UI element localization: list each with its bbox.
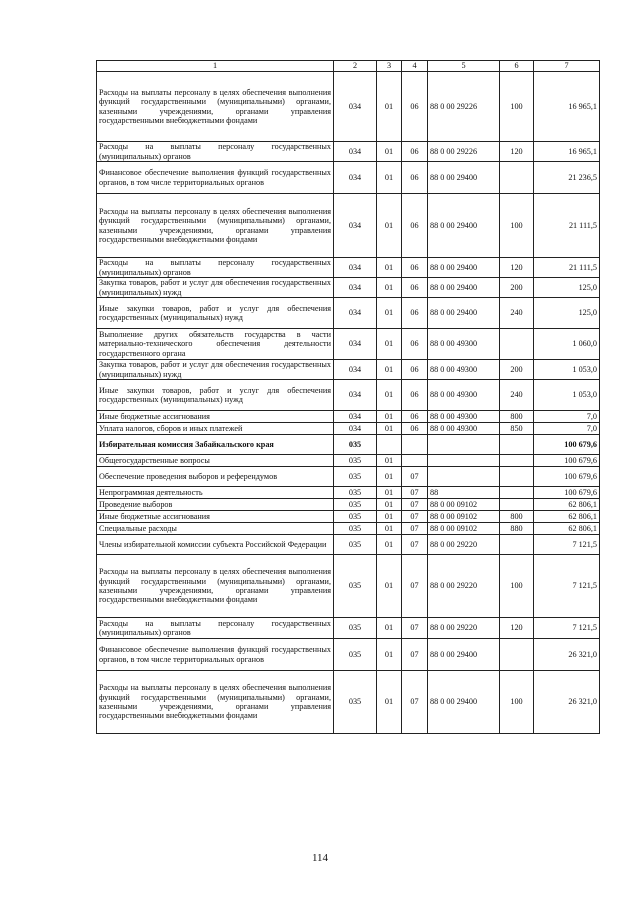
- row-description: Уплата налогов, сборов и иных платежей: [97, 423, 334, 435]
- cell-expense-type: 100: [500, 72, 534, 142]
- table-row: [97, 298, 600, 329]
- cell-target-article: [428, 455, 500, 467]
- cell-amount: 100 679,6: [534, 487, 600, 499]
- cell-expense-type: 120: [500, 258, 534, 278]
- cell-expense-type: [500, 499, 534, 511]
- cell-amount: 100 679,6: [534, 455, 600, 467]
- cell-target-article: [428, 467, 500, 487]
- cell-expense-type: [500, 487, 534, 499]
- cell-section: 01: [377, 523, 402, 535]
- column-header: 6: [500, 61, 534, 72]
- cell-section: 01: [377, 298, 402, 329]
- cell-expense-type: [500, 455, 534, 467]
- cell-amount: 100 679,6: [534, 435, 600, 455]
- table-row: [97, 194, 600, 258]
- cell-admin-code: 035: [334, 523, 377, 535]
- table-row: [97, 162, 600, 194]
- cell-amount: 1 053,0: [534, 380, 600, 411]
- cell-target-article: 88 0 00 49300: [428, 411, 500, 423]
- row-description: Иные закупки товаров, работ и услуг для обеспечения государственных (муниципальных) нужд: [97, 380, 334, 411]
- cell-admin-code: 034: [334, 278, 377, 298]
- cell-subsection: 07: [402, 487, 428, 499]
- cell-amount: 125,0: [534, 298, 600, 329]
- cell-subsection: 06: [402, 162, 428, 194]
- table-row: [97, 360, 600, 380]
- cell-admin-code: 034: [334, 142, 377, 162]
- cell-subsection: 07: [402, 555, 428, 618]
- cell-amount: 62 806,1: [534, 523, 600, 535]
- cell-expense-type: 100: [500, 671, 534, 734]
- cell-amount: 1 053,0: [534, 360, 600, 380]
- table-row: [97, 467, 600, 487]
- cell-expense-type: [500, 639, 534, 671]
- row-description: Расходы на выплаты персоналу в целях обеспечения выполнения функций государственными (муниципальными) органами, казенными учреждениями, органами управления государственными внебюджетными фондами: [97, 671, 334, 734]
- cell-target-article: 88 0 00 29400: [428, 162, 500, 194]
- cell-section: 01: [377, 360, 402, 380]
- cell-section: 01: [377, 142, 402, 162]
- cell-admin-code: 034: [334, 423, 377, 435]
- cell-amount: 21 236,5: [534, 162, 600, 194]
- cell-subsection: 07: [402, 618, 428, 639]
- cell-subsection: 07: [402, 523, 428, 535]
- column-header: 7: [534, 61, 600, 72]
- cell-admin-code: 034: [334, 72, 377, 142]
- cell-expense-type: [500, 162, 534, 194]
- cell-subsection: 06: [402, 278, 428, 298]
- cell-section: 01: [377, 72, 402, 142]
- cell-target-article: 88 0 00 49300: [428, 329, 500, 360]
- cell-subsection: 06: [402, 194, 428, 258]
- table-row: [97, 72, 600, 142]
- cell-amount: 7 121,5: [534, 618, 600, 639]
- table-row: [97, 258, 600, 278]
- table-row: [97, 329, 600, 360]
- table-body: [97, 72, 600, 734]
- cell-target-article: 88 0 00 49300: [428, 380, 500, 411]
- row-description: Специальные расходы: [97, 523, 334, 535]
- row-description: Выполнение других обязательств государства в части материально-технического обеспечения деятельности государственного органа: [97, 329, 334, 360]
- cell-target-article: [428, 435, 500, 455]
- cell-section: 01: [377, 423, 402, 435]
- cell-subsection: 06: [402, 258, 428, 278]
- cell-expense-type: [500, 467, 534, 487]
- cell-subsection: 06: [402, 72, 428, 142]
- cell-section: 01: [377, 511, 402, 523]
- cell-section: 01: [377, 278, 402, 298]
- cell-target-article: 88 0 00 29400: [428, 194, 500, 258]
- cell-target-article: 88 0 00 49300: [428, 360, 500, 380]
- cell-target-article: 88 0 00 29400: [428, 278, 500, 298]
- cell-subsection: 06: [402, 380, 428, 411]
- cell-expense-type: 800: [500, 511, 534, 523]
- cell-admin-code: 035: [334, 671, 377, 734]
- cell-section: [377, 435, 402, 455]
- row-description: Члены избирательной комиссии субъекта Российской Федерации: [97, 535, 334, 555]
- cell-amount: 62 806,1: [534, 511, 600, 523]
- table-row: [97, 423, 600, 435]
- cell-admin-code: 035: [334, 618, 377, 639]
- cell-expense-type: [500, 435, 534, 455]
- cell-target-article: 88 0 00 09102: [428, 511, 500, 523]
- cell-amount: 26 321,0: [534, 671, 600, 734]
- cell-amount: 125,0: [534, 278, 600, 298]
- cell-target-article: 88 0 00 49300: [428, 423, 500, 435]
- table-row: [97, 278, 600, 298]
- cell-subsection: 07: [402, 671, 428, 734]
- table-row: [97, 535, 600, 555]
- cell-expense-type: 240: [500, 380, 534, 411]
- cell-admin-code: 035: [334, 535, 377, 555]
- cell-section: 01: [377, 671, 402, 734]
- cell-target-article: 88 0 00 09102: [428, 523, 500, 535]
- row-description: Расходы на выплаты персоналу в целях обеспечения выполнения функций государственными (муниципальными) органами, казенными учреждениями, органами управления государственными внебюджетными фондами: [97, 555, 334, 618]
- cell-amount: 26 321,0: [534, 639, 600, 671]
- cell-section: 01: [377, 639, 402, 671]
- table-row: [97, 511, 600, 523]
- table-row: [97, 455, 600, 467]
- cell-admin-code: 035: [334, 435, 377, 455]
- page-number: 114: [311, 852, 329, 864]
- cell-target-article: 88 0 00 29220: [428, 555, 500, 618]
- cell-expense-type: 100: [500, 194, 534, 258]
- row-description: Иные бюджетные ассигнования: [97, 511, 334, 523]
- cell-amount: 100 679,6: [534, 467, 600, 487]
- cell-amount: 7 121,5: [534, 555, 600, 618]
- cell-expense-type: 200: [500, 360, 534, 380]
- row-description: Проведение выборов: [97, 499, 334, 511]
- budget-table: [96, 60, 600, 734]
- cell-admin-code: 034: [334, 411, 377, 423]
- cell-subsection: 07: [402, 511, 428, 523]
- cell-expense-type: [500, 329, 534, 360]
- cell-amount: 21 111,5: [534, 194, 600, 258]
- cell-target-article: 88 0 00 29226: [428, 142, 500, 162]
- cell-amount: 1 060,0: [534, 329, 600, 360]
- row-description: Закупка товаров, работ и услуг для обеспечения государственных (муниципальных) нужд: [97, 278, 334, 298]
- cell-amount: 7,0: [534, 411, 600, 423]
- cell-section: 01: [377, 380, 402, 411]
- table-row: [97, 671, 600, 734]
- cell-expense-type: 120: [500, 618, 534, 639]
- cell-subsection: [402, 455, 428, 467]
- cell-admin-code: 034: [334, 360, 377, 380]
- cell-section: 01: [377, 329, 402, 360]
- cell-expense-type: 800: [500, 411, 534, 423]
- cell-expense-type: 880: [500, 523, 534, 535]
- table-row: [97, 435, 600, 455]
- column-header: 4: [402, 61, 428, 72]
- table-header-row: [97, 61, 600, 72]
- cell-section: 01: [377, 411, 402, 423]
- row-description: Закупка товаров, работ и услуг для обеспечения государственных (муниципальных) нужд: [97, 360, 334, 380]
- cell-subsection: [402, 435, 428, 455]
- column-header: 2: [334, 61, 377, 72]
- cell-subsection: 07: [402, 499, 428, 511]
- cell-target-article: 88 0 00 29220: [428, 618, 500, 639]
- cell-admin-code: 035: [334, 511, 377, 523]
- cell-amount: 7,0: [534, 423, 600, 435]
- cell-admin-code: 035: [334, 455, 377, 467]
- cell-amount: 7 121,5: [534, 535, 600, 555]
- cell-admin-code: 034: [334, 258, 377, 278]
- row-description: Расходы на выплаты персоналу государственных (муниципальных) органов: [97, 618, 334, 639]
- table-row: [97, 618, 600, 639]
- cell-expense-type: 850: [500, 423, 534, 435]
- row-description: Финансовое обеспечение выполнения функций государственных органов, в том числе территориальных органов: [97, 162, 334, 194]
- cell-admin-code: 035: [334, 499, 377, 511]
- cell-section: 01: [377, 499, 402, 511]
- cell-admin-code: 034: [334, 380, 377, 411]
- cell-admin-code: 035: [334, 639, 377, 671]
- column-header: 1: [97, 61, 334, 72]
- cell-subsection: 06: [402, 298, 428, 329]
- cell-amount: 16 965,1: [534, 72, 600, 142]
- table-row: [97, 487, 600, 499]
- cell-section: 01: [377, 555, 402, 618]
- cell-admin-code: 035: [334, 487, 377, 499]
- column-header: 5: [428, 61, 500, 72]
- cell-target-article: 88 0 00 29226: [428, 72, 500, 142]
- cell-admin-code: 035: [334, 555, 377, 618]
- cell-expense-type: 240: [500, 298, 534, 329]
- cell-subsection: 07: [402, 535, 428, 555]
- row-description: Иные закупки товаров, работ и услуг для обеспечения государственных (муниципальных) нужд: [97, 298, 334, 329]
- row-description: Обеспечение проведения выборов и референдумов: [97, 467, 334, 487]
- row-description: Расходы на выплаты персоналу государственных (муниципальных) органов: [97, 258, 334, 278]
- cell-subsection: 06: [402, 411, 428, 423]
- table-row: [97, 555, 600, 618]
- cell-subsection: 07: [402, 639, 428, 671]
- cell-subsection: 06: [402, 360, 428, 380]
- cell-amount: 16 965,1: [534, 142, 600, 162]
- row-description: Финансовое обеспечение выполнения функций государственных органов, в том числе территориальных органов: [97, 639, 334, 671]
- cell-target-article: 88 0 00 29400: [428, 671, 500, 734]
- table-row: [97, 380, 600, 411]
- table-row: [97, 411, 600, 423]
- row-description: Общегосударственные вопросы: [97, 455, 334, 467]
- cell-amount: 21 111,5: [534, 258, 600, 278]
- cell-expense-type: 120: [500, 142, 534, 162]
- cell-expense-type: 200: [500, 278, 534, 298]
- cell-section: 01: [377, 467, 402, 487]
- row-description: Непрограммная деятельность: [97, 487, 334, 499]
- column-header: 3: [377, 61, 402, 72]
- cell-target-article: 88: [428, 487, 500, 499]
- cell-section: 01: [377, 258, 402, 278]
- cell-subsection: 06: [402, 329, 428, 360]
- cell-section: 01: [377, 455, 402, 467]
- cell-expense-type: 100: [500, 555, 534, 618]
- cell-section: 01: [377, 194, 402, 258]
- table-row: [97, 142, 600, 162]
- cell-section: 01: [377, 162, 402, 194]
- table-row: [97, 523, 600, 535]
- cell-section: 01: [377, 487, 402, 499]
- cell-section: 01: [377, 535, 402, 555]
- row-description: Избирательная комиссия Забайкальского края: [97, 435, 334, 455]
- cell-target-article: 88 0 00 29400: [428, 639, 500, 671]
- cell-admin-code: 034: [334, 162, 377, 194]
- cell-subsection: 07: [402, 467, 428, 487]
- cell-admin-code: 034: [334, 194, 377, 258]
- cell-target-article: 88 0 00 29400: [428, 258, 500, 278]
- cell-target-article: 88 0 00 09102: [428, 499, 500, 511]
- cell-subsection: 06: [402, 423, 428, 435]
- table-row: [97, 499, 600, 511]
- cell-target-article: 88 0 00 29220: [428, 535, 500, 555]
- cell-admin-code: 034: [334, 329, 377, 360]
- row-description: Расходы на выплаты персоналу в целях обеспечения выполнения функций государственными (муниципальными) органами, казенными учреждениями, органами управления государственными внебюджетными фондами: [97, 72, 334, 142]
- cell-expense-type: [500, 535, 534, 555]
- cell-section: 01: [377, 618, 402, 639]
- row-description: Иные бюджетные ассигнования: [97, 411, 334, 423]
- table-row: [97, 639, 600, 671]
- cell-subsection: 06: [402, 142, 428, 162]
- row-description: Расходы на выплаты персоналу в целях обеспечения выполнения функций государственными (муниципальными) органами, казенными учреждениями, органами управления государственными внебюджетными фондами: [97, 194, 334, 258]
- row-description: Расходы на выплаты персоналу государственных (муниципальных) органов: [97, 142, 334, 162]
- cell-amount: 62 806,1: [534, 499, 600, 511]
- cell-target-article: 88 0 00 29400: [428, 298, 500, 329]
- cell-admin-code: 035: [334, 467, 377, 487]
- cell-admin-code: 034: [334, 298, 377, 329]
